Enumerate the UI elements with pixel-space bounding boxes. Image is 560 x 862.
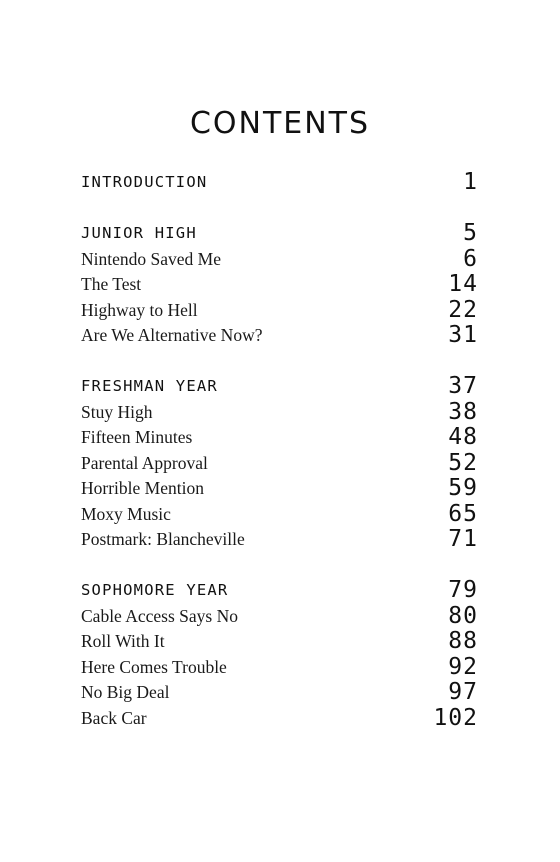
- chapter-title: Nintendo Saved Me: [81, 248, 221, 269]
- chapter-title: Parental Approval: [81, 452, 208, 473]
- page-number: 6: [463, 245, 478, 272]
- chapter-title: No Big Deal: [81, 682, 170, 702]
- chapter-title: Roll With It: [81, 631, 165, 651]
- chapter-title: The Test: [81, 274, 142, 294]
- toc-chapter-row: [81, 298, 478, 324]
- toc-chapter-row: [81, 655, 478, 681]
- page-number: 31: [448, 322, 478, 348]
- toc-chapter-row: [81, 527, 478, 553]
- toc-chapter-row: [81, 425, 478, 451]
- chapter-title: Stuy High: [81, 401, 153, 422]
- page-number: 79: [448, 577, 478, 603]
- section-spacer: [81, 196, 478, 222]
- toc-chapter-row: [81, 451, 478, 477]
- chapter-title: Postmark: Blancheville: [81, 529, 245, 549]
- toc-chapter-row: [81, 476, 478, 502]
- page-number: 59: [448, 475, 478, 501]
- chapter-title: Are We Alternative Now?: [81, 325, 263, 345]
- chapter-title: Here Comes Trouble: [81, 656, 227, 677]
- toc-chapter-row: [81, 629, 478, 655]
- page-number: 80: [448, 602, 478, 629]
- section-title: INTRODUCTION: [81, 173, 208, 191]
- page-number: 1: [463, 169, 478, 195]
- page-number: 14: [448, 271, 478, 297]
- section-title: FRESHMAN YEAR: [81, 377, 218, 395]
- toc-chapter-row: [81, 604, 478, 630]
- page-number: 65: [448, 500, 478, 527]
- toc-section-row: [81, 221, 478, 247]
- page-number: 5: [463, 220, 478, 246]
- section-title: SOPHOMORE YEAR: [81, 581, 229, 599]
- chapter-title: Moxy Music: [81, 503, 171, 524]
- toc-section-row: [81, 374, 478, 400]
- page-number: 97: [448, 679, 478, 705]
- chapter-title: Horrible Mention: [81, 478, 204, 498]
- chapter-title: Back Car: [81, 707, 147, 728]
- page-number: 48: [448, 424, 478, 450]
- section-spacer: [81, 553, 478, 579]
- page-number: 38: [448, 398, 478, 425]
- toc-chapter-row: [81, 680, 478, 706]
- page-number: 22: [448, 296, 478, 323]
- chapter-title: Cable Access Says No: [81, 605, 238, 626]
- page-number: 88: [448, 628, 478, 654]
- toc-chapter-row: [81, 502, 478, 528]
- page-number: 52: [448, 449, 478, 476]
- toc-section-row: [81, 578, 478, 604]
- chapter-title: Fifteen Minutes: [81, 427, 193, 447]
- table-of-contents: [81, 170, 478, 731]
- page-number: 92: [448, 653, 478, 680]
- toc-chapter-row: [81, 706, 478, 732]
- page-title: CONTENTS: [189, 106, 371, 141]
- toc-chapter-row: [81, 323, 478, 349]
- section-title: JUNIOR HIGH: [81, 224, 197, 242]
- toc-chapter-row: [81, 272, 478, 298]
- page-number: 102: [433, 704, 478, 731]
- section-spacer: [81, 349, 478, 375]
- page-number: 37: [448, 373, 478, 399]
- page-number: 71: [448, 526, 478, 552]
- chapter-title: Highway to Hell: [81, 299, 198, 320]
- toc-chapter-row: [81, 247, 478, 273]
- toc-chapter-row: [81, 400, 478, 426]
- toc-section-row: [81, 170, 478, 196]
